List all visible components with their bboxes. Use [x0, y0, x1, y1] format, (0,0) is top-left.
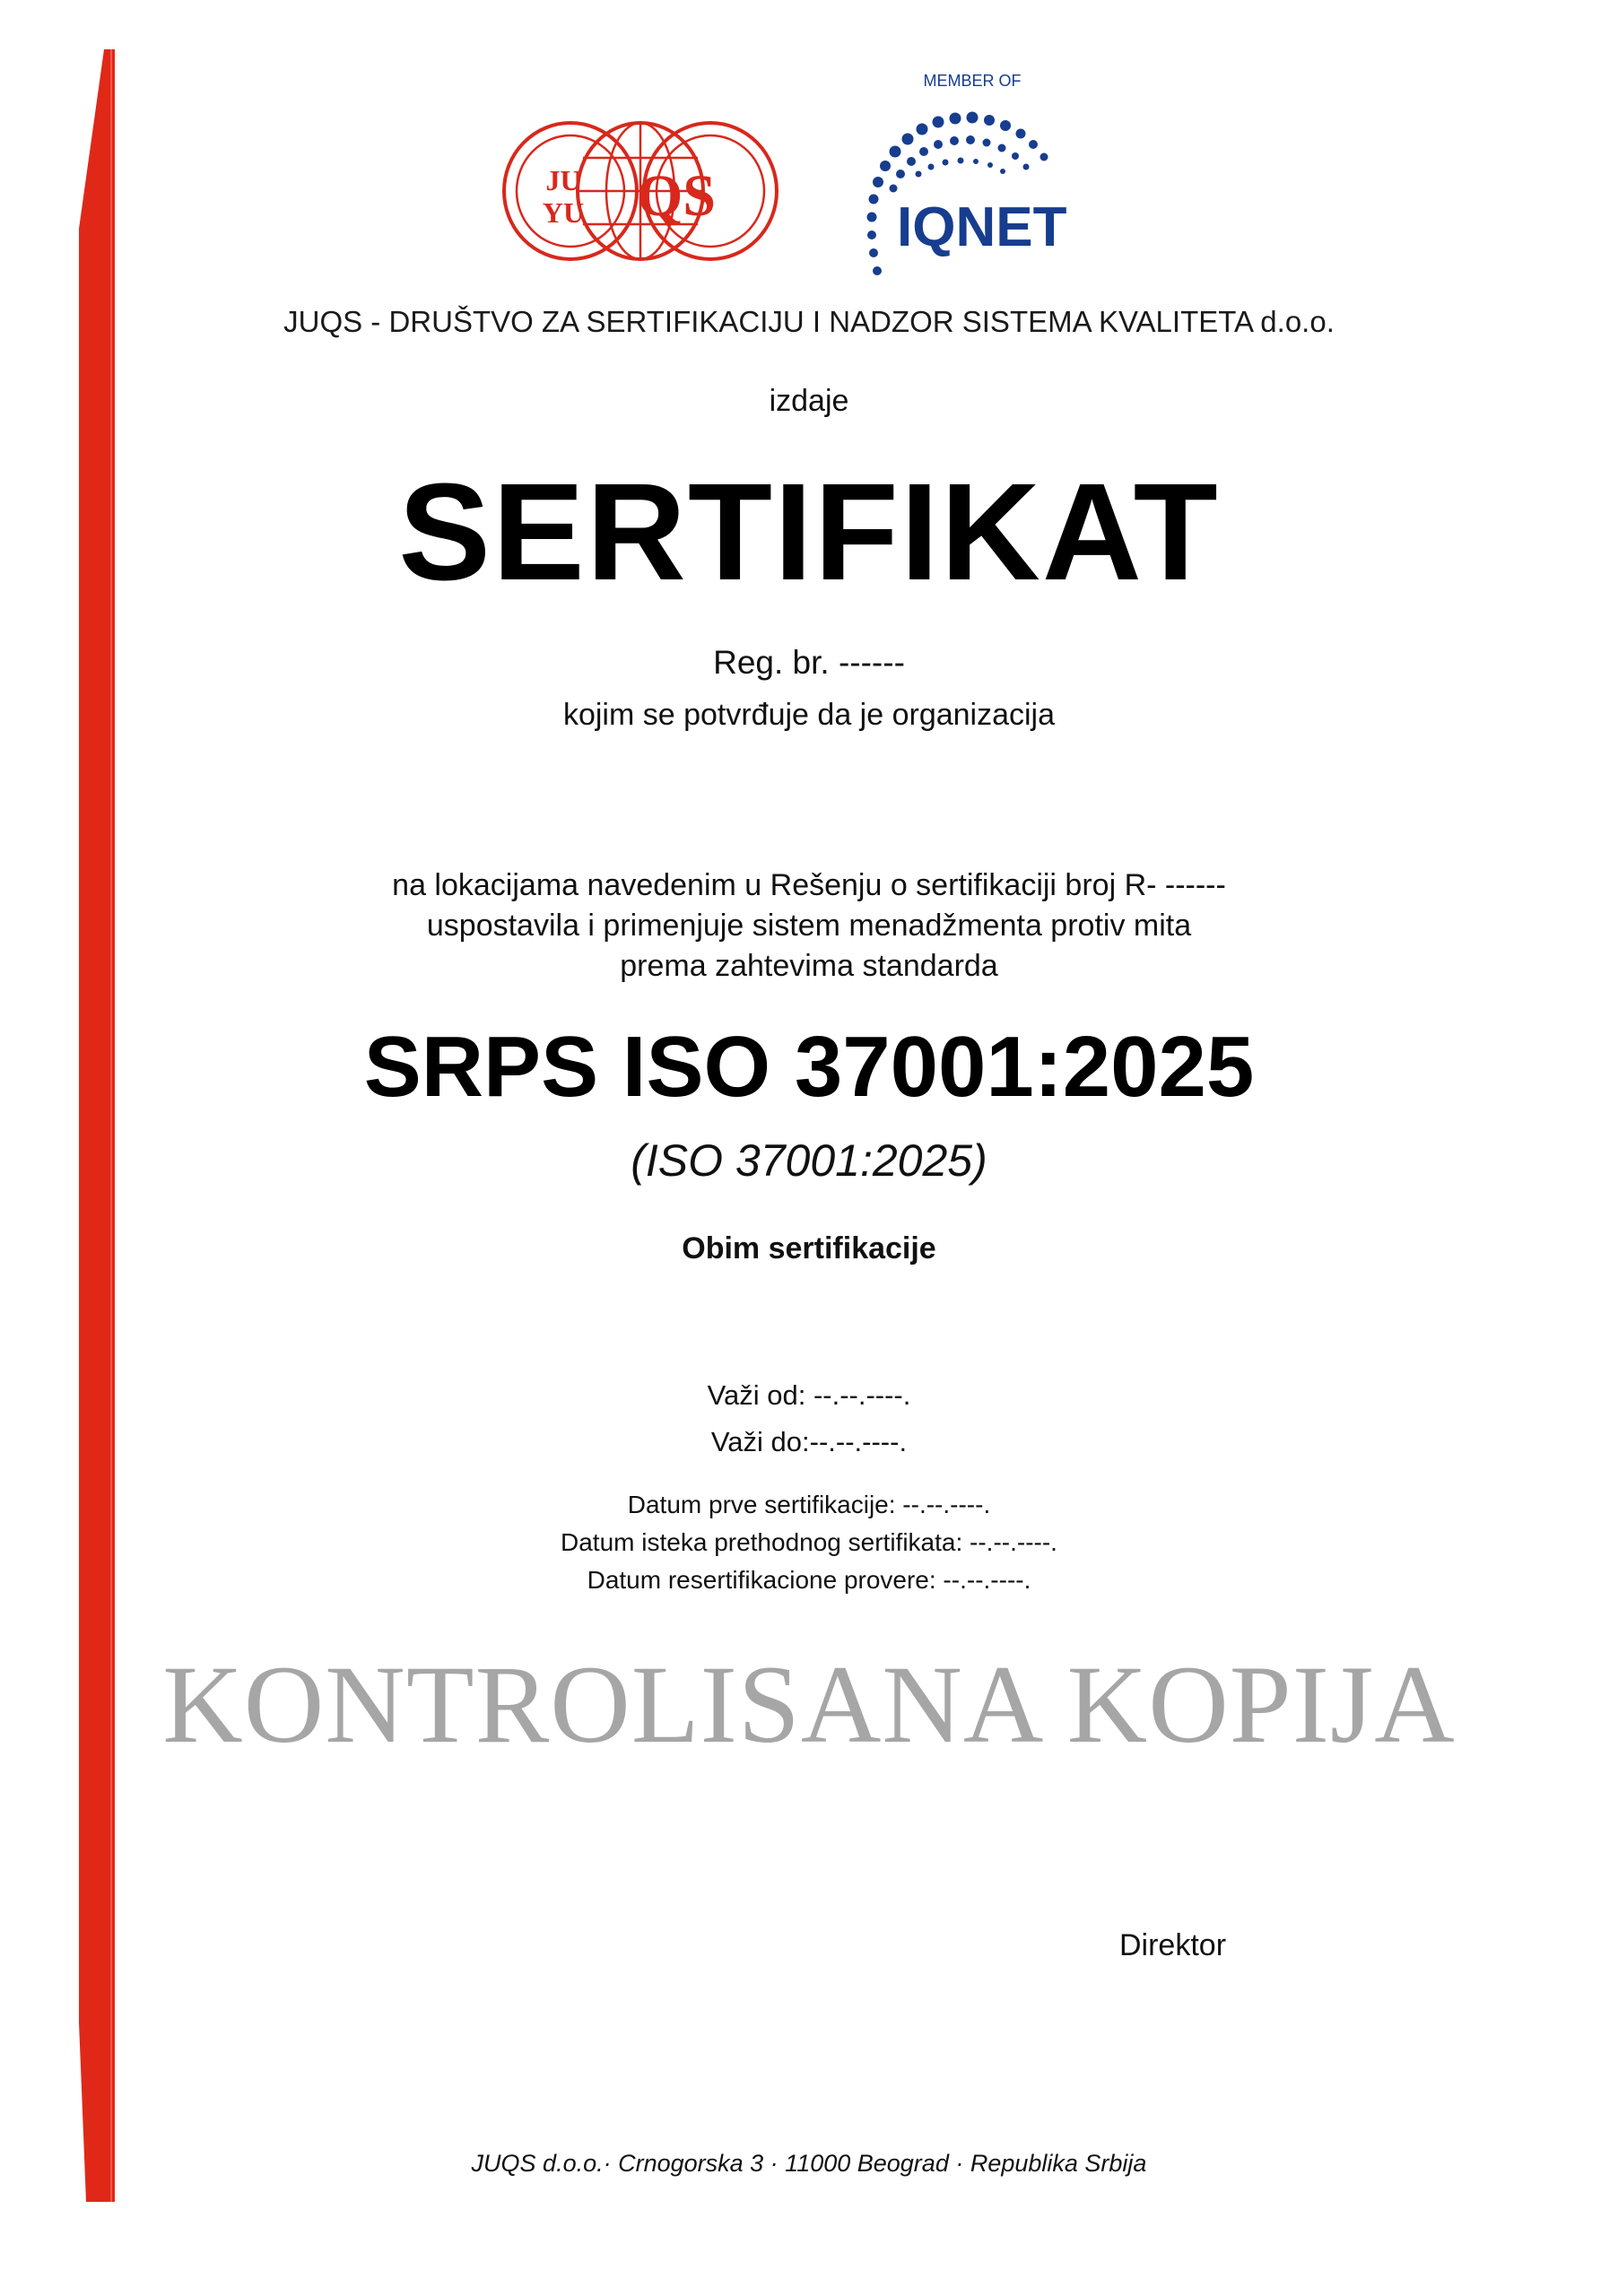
juqs-globe-logo — [500, 115, 780, 267]
red-border-stripe — [79, 49, 115, 2202]
valid-to-date: Važi do:--.--.----. — [710, 1426, 908, 1457]
footer-address: JUQS d.o.o.· Crnogorska 3 · 11000 Beograd · Republika Srbija — [471, 2150, 1147, 2177]
iqnet-member-of-label: MEMBER OF — [923, 72, 1022, 90]
juqs-logo-ju: JU — [545, 164, 581, 196]
director-signature-title: Direktor — [1119, 1928, 1227, 1962]
international-standard-name: (ISO 37001:2025) — [631, 1135, 987, 1186]
location-statement: na lokacijama navedenim u Rešenju o sertifikaciji broj R- ------ — [392, 868, 1226, 902]
standard-name: SRPS ISO 37001:2025 — [363, 1019, 1255, 1115]
certificate-title: SERTIFIKAT — [398, 455, 1220, 609]
juqs-logo-qs: QS — [636, 163, 717, 229]
confirmation-statement: kojim se potvrđuje da je organizacija — [562, 698, 1056, 732]
issues-label: izdaje — [769, 384, 849, 418]
iqnet-dots-logo — [861, 63, 1112, 287]
previous-certificate-expiry-date: Datum isteka prethodnog sertifikata: --.--.----. — [561, 1528, 1057, 1556]
per-standard-statement: prema zahtevima standarda — [620, 949, 998, 983]
issuer-organization-name: JUQS - DRUŠTVO ZA SERTIFIKACIJU I NADZOR SISTEMA KVALITETA d.o.o. — [283, 305, 1335, 338]
first-certification-date: Datum prve sertifikacije: --.--.----. — [627, 1491, 991, 1518]
juqs-logo-yu: YU — [542, 196, 585, 229]
certification-scope-label: Obim sertifikacije — [682, 1231, 936, 1265]
recertification-audit-date: Datum resertifikacione provere: --.--.----. — [587, 1566, 1031, 1594]
iqnet-logo-name: IQNET — [897, 196, 1067, 258]
valid-from-date: Važi od: --.--.----. — [707, 1379, 911, 1411]
registration-number: Reg. br. ------ — [713, 644, 905, 681]
management-system-statement: uspostavila i primenjuje sistem menadžmenta protiv mita — [426, 909, 1192, 943]
controlled-copy-watermark: KONTROLISANA KOPIJA — [162, 1643, 1456, 1766]
